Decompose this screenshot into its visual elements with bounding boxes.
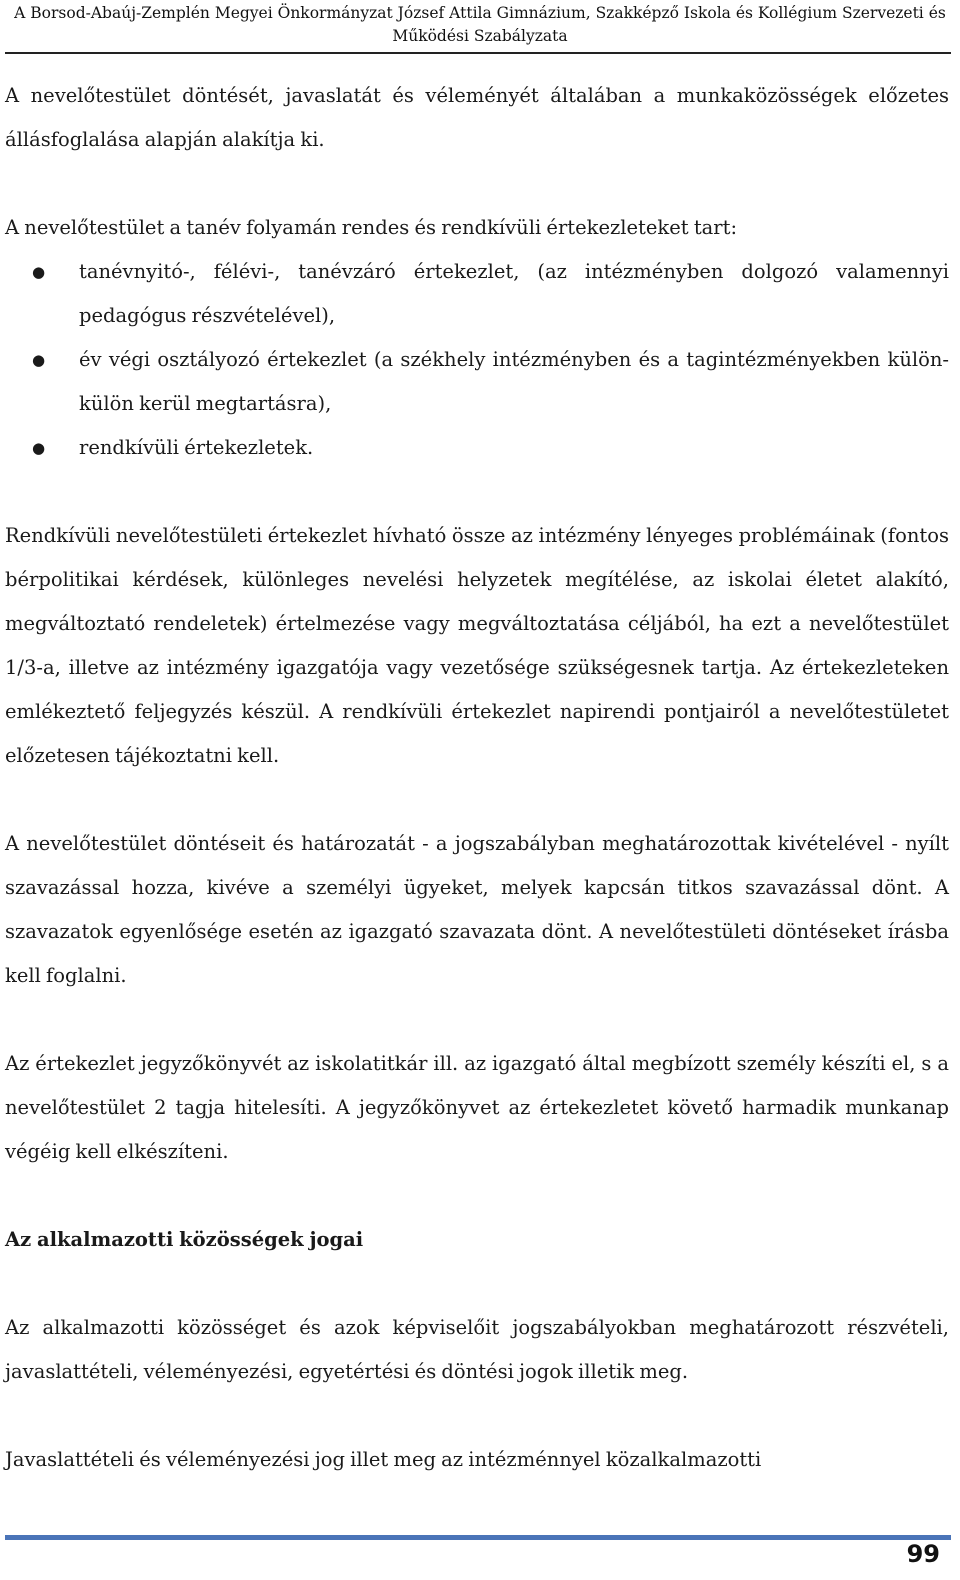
paragraph: Az alkalmazotti közösséget és azok képviselőit jogszabályokban meghatározott részvételi, javaslattételi, véleményezési, egyetértési és döntési jogok illetik meg. [5,1316,949,1383]
list-item [5,250,949,338]
document-header [0,2,960,48]
list-item [5,338,949,426]
list-item-text: év végi osztályozó értekezlet (a székhely intézményben és a tagintézményekben külön-külön kerül megtartásra), [79,348,949,415]
footer-divider [5,1535,951,1540]
paragraph: Rendkívüli nevelőtestületi értekezlet hívható össze az intézmény lényeges problémáinak (fontos bérpolitikai kérdések, különleges nevelési helyzetek megítélése, az iskolai életet alakító, megváltoztató rendeletek) értelmezése vagy megváltoztatása céljából, ha ezt a nevelőtestület 1/3-a, illetve az intézmény igazgatója vagy vezetősége szükségesnek tartja. Az értekezleteken emlékeztető feljegyzés készül. A rendkívüli értekezlet napirendi pontjairól a nevelőtestületet előzetesen tájékoztatni kell. [5,524,949,767]
section-heading: Az alkalmazotti közösségek jogai [5,1228,364,1251]
header-title-line2: Működési Szabályzata [392,27,568,45]
list-item-text: tanévnyitó-, félévi-, tanévzáró értekezlet, (az intézményben dolgozó valamennyi pedagógus részvételével), [79,260,949,327]
bullet-icon: ● [32,351,46,369]
paragraph: A nevelőtestület a tanév folyamán rendes és rendkívüli értekezleteket tart: [5,216,738,239]
document-body [5,74,949,1482]
bullet-list [5,250,949,470]
header-divider [5,52,951,54]
header-title-line1: A Borsod-Abaúj-Zemplén Megyei Önkormányzat József Attila Gimnázium, Szakképző Iskola és Kollégium Szervezeti és [14,4,946,22]
page-number: 99 [906,1540,940,1568]
paragraph: A nevelőtestület döntését, javaslatát és véleményét általában a munkaközösségek előzetes állásfoglalása alapján alakítja ki. [5,84,949,151]
paragraph: Az értekezlet jegyzőkönyvét az iskolatitkár ill. az igazgató által megbízott személy készíti el, s a nevelőtestület 2 tagja hitelesíti. A jegyzőkönyvet az értekezletet követő harmadik munkanap végéig kell elkészíteni. [5,1052,949,1163]
paragraph: A nevelőtestület döntéseit és határozatát - a jogszabályban meghatározottak kivételével - nyílt szavazással hozza, kivéve a személyi ügyeket, melyek kapcsán titkos szavazással dönt. A szavazatok egyenlősége esetén az igazgató szavazata dönt. A nevelőtestületi döntéseket írásba kell foglalni. [5,832,949,987]
list-item [5,426,949,470]
list-item-text: rendkívüli értekezletek. [79,436,314,459]
bullet-icon: ● [32,439,46,457]
bullet-icon: ● [32,263,46,281]
paragraph: Javaslattételi és véleményezési jog illet meg az intézménnyel közalkalmazotti [5,1448,762,1471]
